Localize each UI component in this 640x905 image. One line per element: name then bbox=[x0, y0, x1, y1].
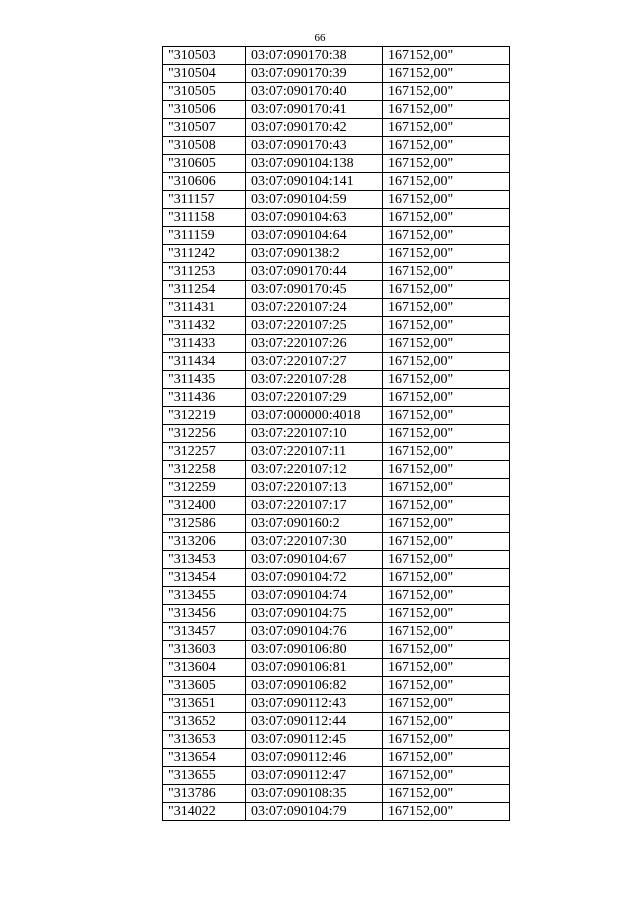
table-row bbox=[163, 785, 510, 803]
amount-cell: 167152,00" bbox=[383, 101, 510, 119]
record-id-cell: "311254 bbox=[163, 281, 246, 299]
record-id-cell: "313457 bbox=[163, 623, 246, 641]
record-id-cell: "310605 bbox=[163, 155, 246, 173]
table-row bbox=[163, 191, 510, 209]
amount-cell: 167152,00" bbox=[383, 137, 510, 155]
amount-cell: 167152,00" bbox=[383, 371, 510, 389]
table-row bbox=[163, 281, 510, 299]
cadastral-number-cell: 03:07:090104:141 bbox=[246, 173, 383, 191]
cadastral-number-cell: 03:07:090170:41 bbox=[246, 101, 383, 119]
amount-cell: 167152,00" bbox=[383, 641, 510, 659]
page-number: 66 bbox=[314, 32, 326, 44]
table-row bbox=[163, 371, 510, 389]
cadastral-number-cell: 03:07:090104:76 bbox=[246, 623, 383, 641]
table-row bbox=[163, 461, 510, 479]
amount-cell: 167152,00" bbox=[383, 677, 510, 695]
record-id-cell: "313604 bbox=[163, 659, 246, 677]
table-row bbox=[163, 641, 510, 659]
table-row bbox=[163, 137, 510, 155]
table-row bbox=[163, 425, 510, 443]
record-id-cell: "310507 bbox=[163, 119, 246, 137]
amount-cell: 167152,00" bbox=[383, 533, 510, 551]
table-row bbox=[163, 515, 510, 533]
cadastral-number-cell: 03:07:090170:39 bbox=[246, 65, 383, 83]
amount-cell: 167152,00" bbox=[383, 83, 510, 101]
cadastral-number-cell: 03:07:090104:79 bbox=[246, 803, 383, 821]
record-id-cell: "313653 bbox=[163, 731, 246, 749]
amount-cell: 167152,00" bbox=[383, 281, 510, 299]
amount-cell: 167152,00" bbox=[383, 749, 510, 767]
table-row bbox=[163, 65, 510, 83]
record-id-cell: "313456 bbox=[163, 605, 246, 623]
cadastral-number-cell: 03:07:090106:80 bbox=[246, 641, 383, 659]
amount-cell: 167152,00" bbox=[383, 263, 510, 281]
record-id-cell: "312400 bbox=[163, 497, 246, 515]
cadastral-number-cell: 03:07:090104:64 bbox=[246, 227, 383, 245]
record-id-cell: "313455 bbox=[163, 587, 246, 605]
amount-cell: 167152,00" bbox=[383, 47, 510, 65]
amount-cell: 167152,00" bbox=[383, 353, 510, 371]
cadastral-number-cell: 03:07:090104:72 bbox=[246, 569, 383, 587]
table-row bbox=[163, 245, 510, 263]
cadastral-number-cell: 03:07:220107:13 bbox=[246, 479, 383, 497]
table-row bbox=[163, 551, 510, 569]
amount-cell: 167152,00" bbox=[383, 227, 510, 245]
record-id-cell: "310504 bbox=[163, 65, 246, 83]
amount-cell: 167152,00" bbox=[383, 605, 510, 623]
table-row bbox=[163, 749, 510, 767]
record-id-cell: "311433 bbox=[163, 335, 246, 353]
record-id-cell: "310508 bbox=[163, 137, 246, 155]
record-id-cell: "313603 bbox=[163, 641, 246, 659]
table-row bbox=[163, 587, 510, 605]
cadastral-number-cell: 03:07:220107:17 bbox=[246, 497, 383, 515]
registry-table bbox=[162, 46, 510, 821]
amount-cell: 167152,00" bbox=[383, 119, 510, 137]
cadastral-number-cell: 03:07:090138:2 bbox=[246, 245, 383, 263]
record-id-cell: "311159 bbox=[163, 227, 246, 245]
table-row bbox=[163, 677, 510, 695]
table-row bbox=[163, 389, 510, 407]
record-id-cell: "313654 bbox=[163, 749, 246, 767]
record-id-cell: "312259 bbox=[163, 479, 246, 497]
record-id-cell: "311157 bbox=[163, 191, 246, 209]
table-row bbox=[163, 101, 510, 119]
amount-cell: 167152,00" bbox=[383, 425, 510, 443]
amount-cell: 167152,00" bbox=[383, 479, 510, 497]
record-id-cell: "311158 bbox=[163, 209, 246, 227]
record-id-cell: "313454 bbox=[163, 569, 246, 587]
cadastral-number-cell: 03:07:090160:2 bbox=[246, 515, 383, 533]
amount-cell: 167152,00" bbox=[383, 713, 510, 731]
cadastral-number-cell: 03:07:090170:40 bbox=[246, 83, 383, 101]
record-id-cell: "313786 bbox=[163, 785, 246, 803]
amount-cell: 167152,00" bbox=[383, 461, 510, 479]
record-id-cell: "311432 bbox=[163, 317, 246, 335]
amount-cell: 167152,00" bbox=[383, 317, 510, 335]
amount-cell: 167152,00" bbox=[383, 173, 510, 191]
amount-cell: 167152,00" bbox=[383, 155, 510, 173]
record-id-cell: "310505 bbox=[163, 83, 246, 101]
amount-cell: 167152,00" bbox=[383, 191, 510, 209]
amount-cell: 167152,00" bbox=[383, 407, 510, 425]
table-row bbox=[163, 497, 510, 515]
record-id-cell: "311434 bbox=[163, 353, 246, 371]
table-row bbox=[163, 695, 510, 713]
record-id-cell: "312586 bbox=[163, 515, 246, 533]
table-row bbox=[163, 227, 510, 245]
record-id-cell: "312257 bbox=[163, 443, 246, 461]
cadastral-number-cell: 03:07:090104:138 bbox=[246, 155, 383, 173]
table-row bbox=[163, 263, 510, 281]
amount-cell: 167152,00" bbox=[383, 785, 510, 803]
table-row bbox=[163, 299, 510, 317]
record-id-cell: "311242 bbox=[163, 245, 246, 263]
amount-cell: 167152,00" bbox=[383, 731, 510, 749]
cadastral-number-cell: 03:07:090104:67 bbox=[246, 551, 383, 569]
table-row bbox=[163, 731, 510, 749]
table-row bbox=[163, 605, 510, 623]
cadastral-number-cell: 03:07:090170:45 bbox=[246, 281, 383, 299]
cadastral-number-cell: 03:07:090104:74 bbox=[246, 587, 383, 605]
table-row bbox=[163, 479, 510, 497]
cadastral-number-cell: 03:07:090170:44 bbox=[246, 263, 383, 281]
table-row bbox=[163, 407, 510, 425]
record-id-cell: "311435 bbox=[163, 371, 246, 389]
record-id-cell: "310506 bbox=[163, 101, 246, 119]
table-row bbox=[163, 209, 510, 227]
table-row bbox=[163, 767, 510, 785]
table-row bbox=[163, 173, 510, 191]
record-id-cell: "313605 bbox=[163, 677, 246, 695]
table-row bbox=[163, 47, 510, 65]
record-id-cell: "310606 bbox=[163, 173, 246, 191]
table-row bbox=[163, 623, 510, 641]
amount-cell: 167152,00" bbox=[383, 65, 510, 83]
table-row bbox=[163, 443, 510, 461]
amount-cell: 167152,00" bbox=[383, 443, 510, 461]
table-row bbox=[163, 659, 510, 677]
record-id-cell: "313655 bbox=[163, 767, 246, 785]
record-id-cell: "311253 bbox=[163, 263, 246, 281]
cadastral-number-cell: 03:07:090106:81 bbox=[246, 659, 383, 677]
amount-cell: 167152,00" bbox=[383, 695, 510, 713]
cadastral-number-cell: 03:07:220107:10 bbox=[246, 425, 383, 443]
table-row bbox=[163, 569, 510, 587]
amount-cell: 167152,00" bbox=[383, 623, 510, 641]
cadastral-number-cell: 03:07:220107:30 bbox=[246, 533, 383, 551]
table-row bbox=[163, 335, 510, 353]
amount-cell: 167152,00" bbox=[383, 803, 510, 821]
registry-table-body bbox=[163, 47, 510, 821]
cadastral-number-cell: 03:07:090112:44 bbox=[246, 713, 383, 731]
record-id-cell: "311431 bbox=[163, 299, 246, 317]
cadastral-number-cell: 03:07:220107:24 bbox=[246, 299, 383, 317]
cadastral-number-cell: 03:07:090104:75 bbox=[246, 605, 383, 623]
amount-cell: 167152,00" bbox=[383, 569, 510, 587]
cadastral-number-cell: 03:07:090112:46 bbox=[246, 749, 383, 767]
cadastral-number-cell: 03:07:090112:43 bbox=[246, 695, 383, 713]
record-id-cell: "311436 bbox=[163, 389, 246, 407]
cadastral-number-cell: 03:07:220107:28 bbox=[246, 371, 383, 389]
amount-cell: 167152,00" bbox=[383, 587, 510, 605]
cadastral-number-cell: 03:07:090106:82 bbox=[246, 677, 383, 695]
amount-cell: 167152,00" bbox=[383, 659, 510, 677]
table-row bbox=[163, 317, 510, 335]
record-id-cell: "312258 bbox=[163, 461, 246, 479]
record-id-cell: "310503 bbox=[163, 47, 246, 65]
table-row bbox=[163, 533, 510, 551]
table-row bbox=[163, 803, 510, 821]
cadastral-number-cell: 03:07:220107:12 bbox=[246, 461, 383, 479]
amount-cell: 167152,00" bbox=[383, 209, 510, 227]
record-id-cell: "313206 bbox=[163, 533, 246, 551]
amount-cell: 167152,00" bbox=[383, 767, 510, 785]
cadastral-number-cell: 03:07:220107:26 bbox=[246, 335, 383, 353]
table-row bbox=[163, 353, 510, 371]
cadastral-number-cell: 03:07:090104:59 bbox=[246, 191, 383, 209]
amount-cell: 167152,00" bbox=[383, 551, 510, 569]
amount-cell: 167152,00" bbox=[383, 335, 510, 353]
amount-cell: 167152,00" bbox=[383, 299, 510, 317]
cadastral-number-cell: 03:07:220107:29 bbox=[246, 389, 383, 407]
cadastral-number-cell: 03:07:090112:45 bbox=[246, 731, 383, 749]
cadastral-number-cell: 03:07:220107:27 bbox=[246, 353, 383, 371]
cadastral-number-cell: 03:07:090170:38 bbox=[246, 47, 383, 65]
cadastral-number-cell: 03:07:090104:63 bbox=[246, 209, 383, 227]
record-id-cell: "313652 bbox=[163, 713, 246, 731]
amount-cell: 167152,00" bbox=[383, 497, 510, 515]
amount-cell: 167152,00" bbox=[383, 515, 510, 533]
table-row bbox=[163, 119, 510, 137]
table-row bbox=[163, 83, 510, 101]
record-id-cell: "313453 bbox=[163, 551, 246, 569]
cadastral-number-cell: 03:07:000000:4018 bbox=[246, 407, 383, 425]
record-id-cell: "314022 bbox=[163, 803, 246, 821]
record-id-cell: "312219 bbox=[163, 407, 246, 425]
table-row bbox=[163, 713, 510, 731]
table-row bbox=[163, 155, 510, 173]
cadastral-number-cell: 03:07:090170:42 bbox=[246, 119, 383, 137]
record-id-cell: "312256 bbox=[163, 425, 246, 443]
cadastral-number-cell: 03:07:090108:35 bbox=[246, 785, 383, 803]
cadastral-number-cell: 03:07:090112:47 bbox=[246, 767, 383, 785]
cadastral-number-cell: 03:07:220107:11 bbox=[246, 443, 383, 461]
cadastral-number-cell: 03:07:220107:25 bbox=[246, 317, 383, 335]
record-id-cell: "313651 bbox=[163, 695, 246, 713]
amount-cell: 167152,00" bbox=[383, 245, 510, 263]
cadastral-number-cell: 03:07:090170:43 bbox=[246, 137, 383, 155]
amount-cell: 167152,00" bbox=[383, 389, 510, 407]
